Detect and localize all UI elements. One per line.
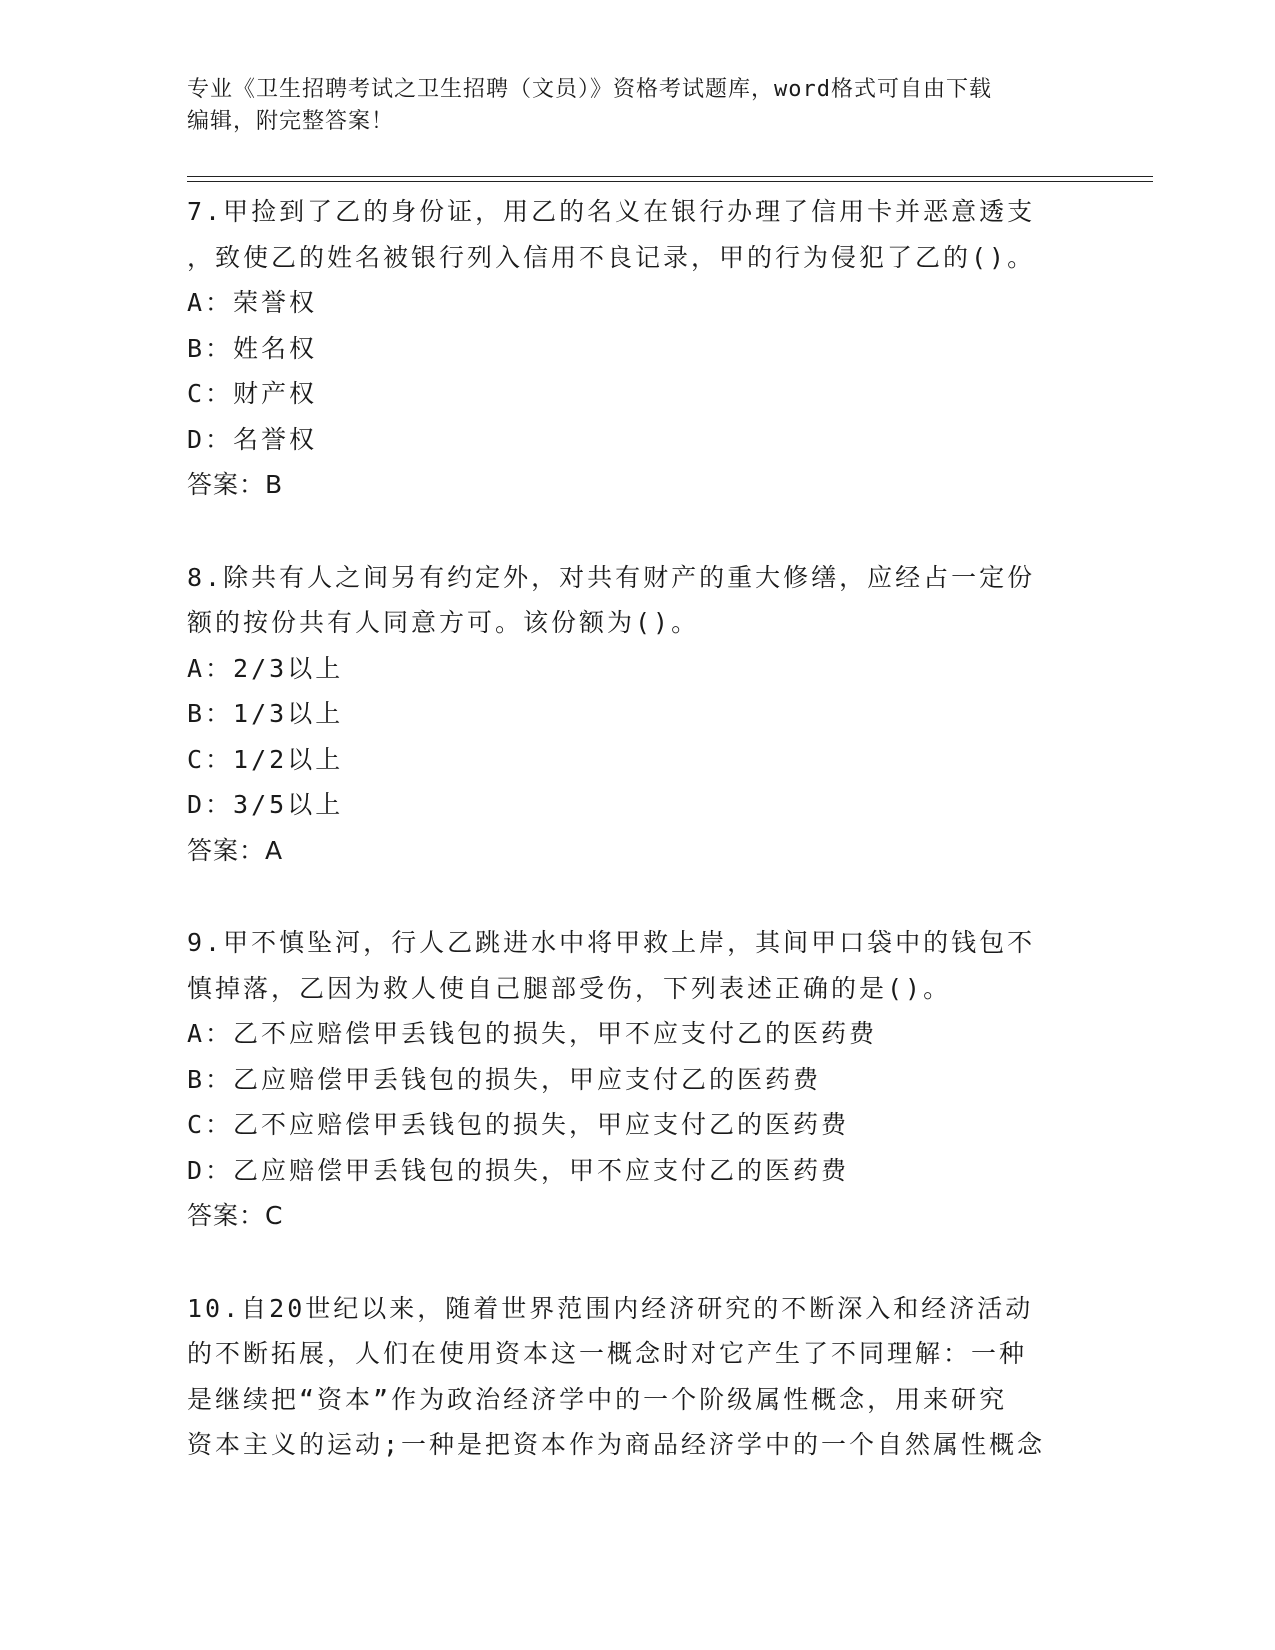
- question-text-line: 额的按份共有人同意方可。该份额为()。: [187, 608, 700, 637]
- question-text-line: 慎掉落，乙因为救人使自己腿部受伤，下列表述正确的是()。: [187, 973, 952, 1003]
- option-d: D：3/5以上: [187, 790, 344, 819]
- question-list: [187, 189, 1087, 1515]
- option-d: D：名誉权: [187, 424, 318, 454]
- question-text-line: ，致使乙的姓名被银行列入信用不良记录，甲的行为侵犯了乙的()。: [187, 242, 1036, 272]
- question-text-line: 的不断拓展，人们在使用资本这一概念时对它产生了不同理解：一种: [187, 1339, 1028, 1368]
- answer-line: 答案：C: [187, 1201, 284, 1230]
- option-a: A：2/3以上: [187, 653, 344, 683]
- option-d: D：乙应赔偿甲丢钱包的损失，甲不应支付乙的医药费: [187, 1155, 850, 1185]
- header-divider-top: [187, 176, 1153, 177]
- header-divider-bottom: [187, 181, 1153, 182]
- document-header: [187, 74, 1087, 138]
- option-c: C：乙不应赔偿甲丢钱包的损失，甲应支付乙的医药费: [187, 1110, 850, 1139]
- answer-line: 答案：A: [187, 835, 284, 865]
- question-text-line: 资本主义的运动;一种是把资本作为商品经济学中的一个自然属性概念: [187, 1430, 1046, 1459]
- question-9: [187, 920, 1087, 1239]
- option-b: B：乙应赔偿甲丢钱包的损失，甲应支付乙的医药费: [187, 1064, 822, 1094]
- question-text-line: 9.甲不慎坠河，行人乙跳进水中将甲救上岸，其间甲口袋中的钱包不: [187, 928, 1036, 957]
- question-text-line: 7.甲捡到了乙的身份证，用乙的名义在银行办理了信用卡并恶意透支: [187, 197, 1036, 226]
- question-10: [187, 1286, 1087, 1468]
- option-c: C：财产权: [187, 379, 318, 408]
- option-c: C：1/2以上: [187, 744, 344, 774]
- header-line-1: 专业《卫生招聘考试之卫生招聘（文员）》资格考试题库，word格式可自由下载: [187, 77, 992, 102]
- answer-line: 答案：B: [187, 470, 284, 499]
- option-a: A：乙不应赔偿甲丢钱包的损失，甲不应支付乙的医药费: [187, 1019, 878, 1048]
- option-b: B：1/3以上: [187, 699, 344, 728]
- question-text-line: 是继续把“资本”作为政治经济学中的一个阶级属性概念，用来研究: [187, 1384, 1008, 1414]
- option-a: A：荣誉权: [187, 288, 318, 317]
- question-text-line: 10.自20世纪以来，随着世界范围内经济研究的不断深入和经济活动: [187, 1293, 1034, 1323]
- header-line-2: 编辑，附完整答案！: [187, 109, 395, 134]
- question-7: [187, 189, 1087, 508]
- option-b: B：姓名权: [187, 333, 318, 363]
- question-8: [187, 555, 1087, 874]
- question-text-line: 8.除共有人之间另有约定外，对共有财产的重大修缮，应经占一定份: [187, 562, 1036, 592]
